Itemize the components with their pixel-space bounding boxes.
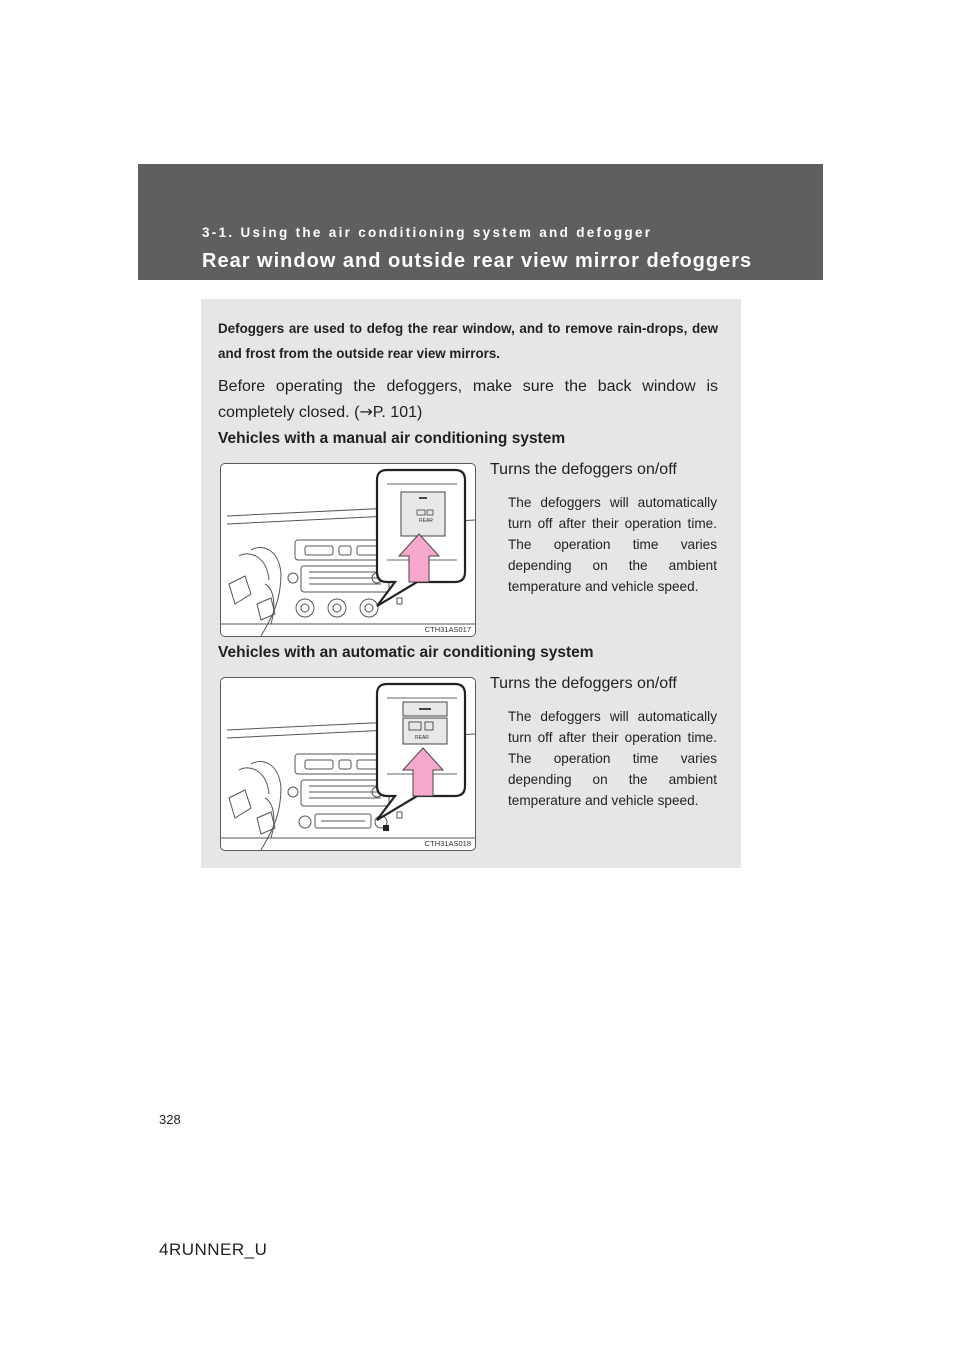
manual-step-title: Turns the defoggers on/off [490, 461, 677, 478]
manual-ac-heading: Vehicles with a manual air conditioning system [218, 430, 566, 447]
page-number: 328 [159, 1112, 181, 1127]
model-code: 4RUNNER_U [159, 1240, 268, 1259]
dashboard-drawing [221, 678, 475, 850]
reference-arrow-icon: → [359, 402, 373, 421]
rear-button-label: REAR [415, 735, 429, 741]
figure-code: CTH31AS017 [424, 625, 471, 634]
caution-note [218, 374, 718, 425]
section-title: 3-1. Using the air conditioning system and defogger [202, 225, 653, 240]
page-reference-link[interactable]: P. 101) [372, 404, 423, 421]
figure-code: CTH31AS018 [424, 839, 471, 848]
note-text: Before operating the defoggers, make sure the back window is completely closed. ( [218, 378, 718, 421]
content-panel [201, 299, 741, 868]
automatic-ac-illustration [220, 677, 476, 851]
automatic-ac-heading: Vehicles with an automatic air conditioning system [218, 644, 594, 661]
dashboard-drawing [221, 464, 475, 636]
rear-button-label: REAR [419, 518, 433, 524]
chapter-header [138, 164, 823, 280]
automatic-step-description: The defoggers will automatically turn off after their operation time. The operation time varies depending on the ambient temperature and vehicle speed. [508, 709, 717, 808]
intro-text: Defoggers are used to defog the rear window, and to remove rain-drops, dew and frost from the outside rear view mirrors. [218, 321, 718, 361]
manual-ac-illustration [220, 463, 476, 637]
manual-step-description: The defoggers will automatically turn off after their operation time. The operation time varies depending on the ambient temperature and vehicle speed. [508, 495, 717, 594]
automatic-step-title: Turns the defoggers on/off [490, 675, 677, 692]
page-title: Rear window and outside rear view mirror defoggers [202, 250, 753, 272]
